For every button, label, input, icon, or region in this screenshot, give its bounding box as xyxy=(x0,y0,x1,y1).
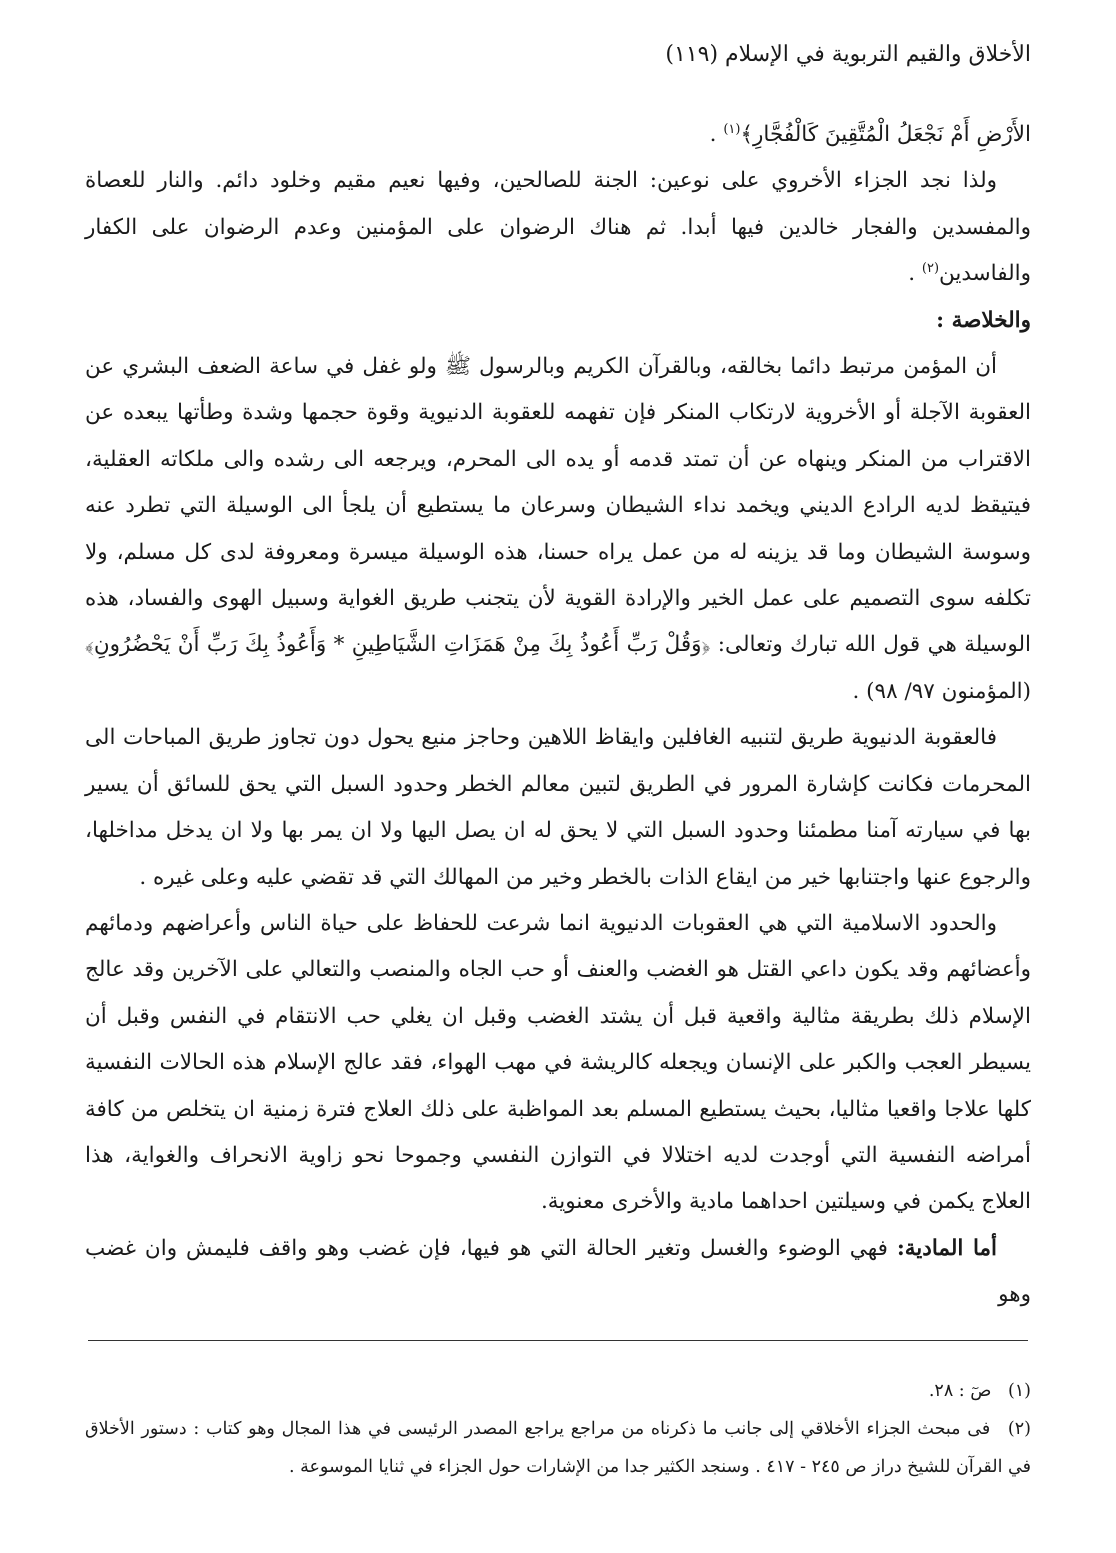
footnote-1 xyxy=(85,1372,1031,1410)
footnote-text: صٓ : ٢٨. xyxy=(928,1381,992,1401)
section-heading: والخلاصة : xyxy=(936,307,1031,333)
footnote-number: (٢) xyxy=(1007,1419,1031,1439)
paragraph-afterlife xyxy=(85,158,1031,297)
verse-text: الأَرْضِ أَمْ نَجْعَلُ الْمُتَّقِينَ كَالْفُجَّارِ﴾ xyxy=(740,122,1031,147)
material-text: فهي الوضوء والغسل وتغير الحالة التي هو فيها، فإن غضب وهو واقف فليمش وان غضب وهو xyxy=(85,1235,1031,1308)
footnote-ref-2: (٢) xyxy=(921,261,940,277)
paragraph-islamic-limits: والحدود الاسلامية التي هي العقوبات الدنيوية انما شرعت للحفاظ على حياة الناس وأعراضهم ودمائهم وأعضائهم وقد يكون داعي القتل هو الغضب والعنف أو حب الجاه والمنصب والتعالي على الآخرين وقد عالج الإسلام ذلك بطريقة مثالية واقعية قبل أن يشتد الغضب وقبل ان يغلي حب الانتقام في النفس وقبل أن يسيطر العجب والكبر على الإنسان ويجعله كالريشة في مهب الهواء، فقد عالج الإسلام هذه الحالات النفسية كلها علاجا واقعيا مثاليا، بحيث يستطيع المسلم بعد المواظبة على ذلك العلاج فترة زمنية ان يتخلص من كافة أمراضه النفسية التي أوجدت لديه اختلالا في التوازن النفسي وجموحا نحو زاوية الانحراف والغواية، هذا العلاج يكمن في وسيلتين احداهما مادية والأخرى معنوية. xyxy=(85,910,1031,1215)
running-header xyxy=(85,40,1031,70)
paragraph-material-means xyxy=(85,1226,1031,1319)
paragraph-afterlife-text: ولذا نجد الجزاء الأخروي على نوعين: الجنة للصالحين، وفيها نعيم مقيم وخلود دائم. والنار للعصاة والمفسدين والفجار خالدين فيها أبدا. ثم هناك الرضوان على المؤمنين وعدم الرضوان على الكفار والفاسدين xyxy=(85,168,1031,287)
main-text xyxy=(85,112,1031,1319)
paragraph-summary: أن المؤمن مرتبط دائما بخالقه، وبالقرآن الكريم وبالرسول ﷺ ولو غفل في ساعة الضعف البشري عن العقوبة الآجلة أو الأخروية لارتكاب المنكر فإن تفهمه للعقوبة الدنيوية وقوة حجمها وشدة وطأتها يبعده عن الاقتراب من المنكر وينهاه عن أن تمتد قدمه أو يده الى المحرم، ويرجعه الى رشده والى ملكاته العقلية، فيتيقظ لديه الرادع الديني ويخمد نداء الشيطان وسرعان ما يستطيع أن يلجأ الى الوسيلة التي تطرد عنه وسوسة الشيطان وما قد يزينه له من عمل يراه حسنا، هذه الوسيلة ميسرة ومعروفة لدى كل مسلم، ولا تكلفه سوى التصميم على عمل الخير والإرادة القوية لأن يتجنب طريق الغواية وسبيل الهوى والفساد، هذه الوسيلة هي قول الله تبارك وتعالى: ﴿وَقُلْ رَبِّ أَعُوذُ بِكَ مِنْ هَمَزَاتِ الشَّيَاطِينِ * وَأَعُوذُ بِكَ رَبِّ أَنْ يَحْضُرُونِ﴾ (المؤمنون ٩٧/ ٩٨) . xyxy=(85,354,1031,704)
header-title: الأخلاق والقيم التربوية في الإسلام (١١٩) xyxy=(665,42,1031,67)
footnote-number: (١) xyxy=(1007,1381,1031,1401)
verse-end: . xyxy=(709,122,724,147)
footnote-separator xyxy=(88,1340,1028,1341)
paragraph-afterlife-end: . xyxy=(908,261,922,287)
verse-continuation xyxy=(85,112,1031,158)
paragraph-worldly-punishment: فالعقوبة الدنيوية طريق لتنبيه الغافلين وايقاظ اللاهين وحاجز منيع يحول دون تجاوز طريق المباحات الى المحرمات فكانت كإشارة المرور في الطريق لتبين معالم الخطر وحدود السبل التي يحق للسائق أن يسير بها في سيارته آمنا مطمئنا وحدود السبل التي لا يحق له ان يصل اليها ولا ان يمر بها ولا ان يدخل مداخلها، والرجوع عنها واجتنابها خير من ايقاع الذات بالخطر وخير من المهالك التي قد تقضي عليه وعلى غيره . xyxy=(85,725,1031,890)
material-label: أما المادية: xyxy=(896,1235,997,1261)
footnote-2 xyxy=(85,1410,1031,1486)
footnote-ref-1: (١) xyxy=(723,121,741,137)
footnotes xyxy=(85,1372,1031,1486)
footnote-text: فى مبحث الجزاء الأخلاقي إلى جانب ما ذكرناه من مراجع يراجع المصدر الرئيسى في هذا المجال وهو كتاب : دستور الأخلاق في القرآن للشيخ دراز ص ٢٤٥ - ٤١٧ . وسنجد الكثير جدا من الإشارات حول الجزاء في ثنايا الموسوعة . xyxy=(85,1419,1031,1477)
